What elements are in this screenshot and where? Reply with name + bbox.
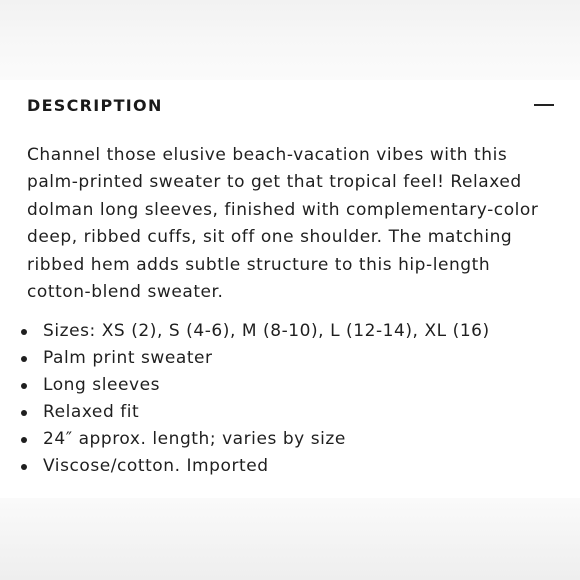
list-item: Relaxed fit — [20, 399, 554, 426]
list-item: Palm print sweater — [20, 345, 554, 372]
description-text: Channel those elusive beach-vacation vibes with this palm-printed sweater to get that tropical feel! Relaxed dolman long sleeves, finished with complementary-color deep, ribbed cuffs, sit off one shoulder. The matching ribbed hem adds subtle structure to this hip-length cotton-blend sweater. — [27, 145, 539, 303]
minus-icon[interactable] — [534, 99, 554, 111]
description-panel — [0, 80, 580, 498]
list-item: Sizes: XS (2), S (4-6), M (8-10), L (12-14), XL (16) — [20, 318, 554, 345]
list-item: Long sleeves — [20, 372, 554, 399]
section-title: DESCRIPTION — [27, 95, 163, 115]
description-accordion-header[interactable] — [27, 80, 554, 130]
feature-list — [20, 318, 554, 480]
list-item: 24″ approx. length; varies by size — [20, 426, 554, 453]
list-item: Viscose/cotton. Imported — [20, 453, 554, 480]
